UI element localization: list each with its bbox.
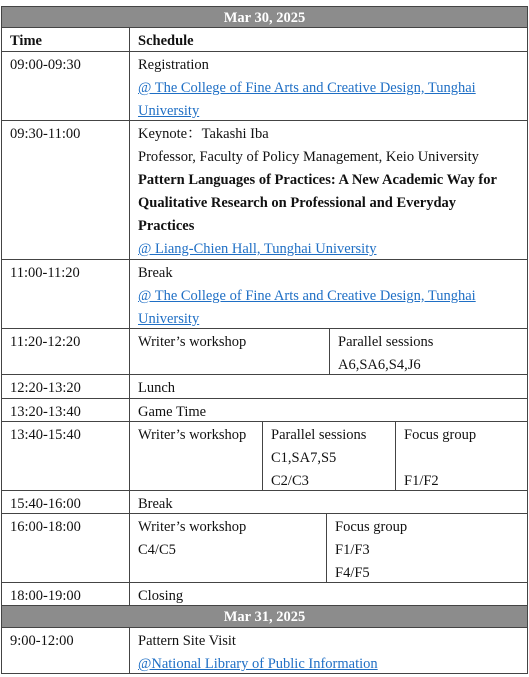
schedule-cell: Writer’s workshop [129, 329, 329, 374]
time-cell: 12:20-13:20 [10, 380, 81, 396]
schedule-cell [326, 514, 527, 582]
schedule-cell [262, 422, 395, 490]
table-row [1, 583, 528, 606]
venue-link[interactable]: @ The College of Fine Arts and Creative Design, Tunghai [138, 288, 476, 304]
schedule-cell [129, 514, 326, 582]
table-row [1, 514, 528, 583]
schedule-cell: Game Time [129, 399, 527, 421]
venue-link-continued[interactable]: University [138, 311, 200, 327]
speaker-affiliation: Professor, Faculty of Policy Management, Keio University [138, 149, 479, 165]
table-row [1, 422, 528, 491]
keynote-title-line-2: Qualitative Research on Professional and Everyday [138, 195, 457, 211]
parallel-sessions-codes: C1,SA7,S5 [271, 450, 337, 466]
session-title: Break [138, 265, 173, 281]
header-schedule: Schedule [129, 28, 527, 51]
parallel-sessions-label: Parallel sessions [271, 427, 367, 443]
time-cell: 18:00-19:00 [10, 588, 81, 604]
time-cell: 15:40-16:00 [10, 496, 81, 512]
schedule-cell: Closing [129, 583, 527, 605]
schedule-table [1, 6, 528, 674]
header-time: Time [10, 33, 42, 49]
keynote-title-line-1: Pattern Languages of Practices: A New Academic Way for [138, 172, 497, 188]
session-title: Pattern Site Visit [138, 633, 236, 649]
time-cell: 9:00-12:00 [10, 633, 74, 649]
time-cell: 09:30-11:00 [10, 126, 81, 142]
workshop-codes: C4/C5 [138, 542, 176, 558]
table-row [1, 628, 528, 674]
day-header-mar-31: Mar 31, 2025 [1, 606, 528, 628]
session-title: Registration [138, 57, 209, 73]
schedule-cell [129, 121, 527, 259]
schedule-cell [329, 329, 527, 374]
venue-link[interactable]: @ Liang-Chien Hall, Tunghai University [138, 241, 377, 257]
time-cell: 11:00-11:20 [10, 265, 80, 281]
table-row [1, 260, 528, 329]
schedule-cell: Writer’s workshop [129, 422, 262, 490]
venue-link-continued[interactable]: University [138, 103, 200, 119]
parallel-sessions-codes: A6,SA6,S4,J6 [338, 357, 421, 373]
venue-link[interactable]: @ The College of Fine Arts and Creative Design, Tunghai [138, 80, 476, 96]
schedule-cell [129, 260, 527, 328]
schedule-cell [395, 422, 527, 490]
table-header-row [1, 28, 528, 52]
parallel-sessions-label: Parallel sessions [338, 334, 434, 350]
venue-link[interactable]: @National Library of Public Information [138, 656, 378, 672]
day-header-mar-30: Mar 30, 2025 [1, 6, 528, 28]
schedule-cell [129, 628, 527, 673]
time-cell: 09:00-09:30 [10, 57, 81, 73]
table-row [1, 375, 528, 399]
schedule-cell [129, 52, 527, 120]
schedule-cell: Break [129, 491, 527, 513]
table-row [1, 491, 528, 514]
workshop-label: Writer’s workshop [138, 519, 247, 535]
keynote-title-line-3: Practices [138, 218, 195, 234]
schedule-cell: Lunch [129, 375, 527, 398]
focus-group-label: Focus group [404, 427, 477, 443]
time-cell: 13:40-15:40 [10, 427, 81, 443]
focus-group-codes: F4/F5 [335, 565, 370, 581]
table-row [1, 399, 528, 422]
time-cell: 16:00-18:00 [10, 519, 81, 535]
table-row [1, 121, 528, 260]
focus-group-label: Focus group [335, 519, 408, 535]
focus-group-codes: F1/F3 [335, 542, 370, 558]
focus-group-codes: F1/F2 [404, 473, 439, 489]
keynote-speaker: Keynote：Takashi Iba [138, 126, 269, 142]
time-cell: 13:20-13:40 [10, 404, 81, 420]
parallel-sessions-codes: C2/C3 [271, 473, 309, 489]
table-row [1, 329, 528, 375]
table-row [1, 52, 528, 121]
time-cell: 11:20-12:20 [10, 334, 81, 350]
